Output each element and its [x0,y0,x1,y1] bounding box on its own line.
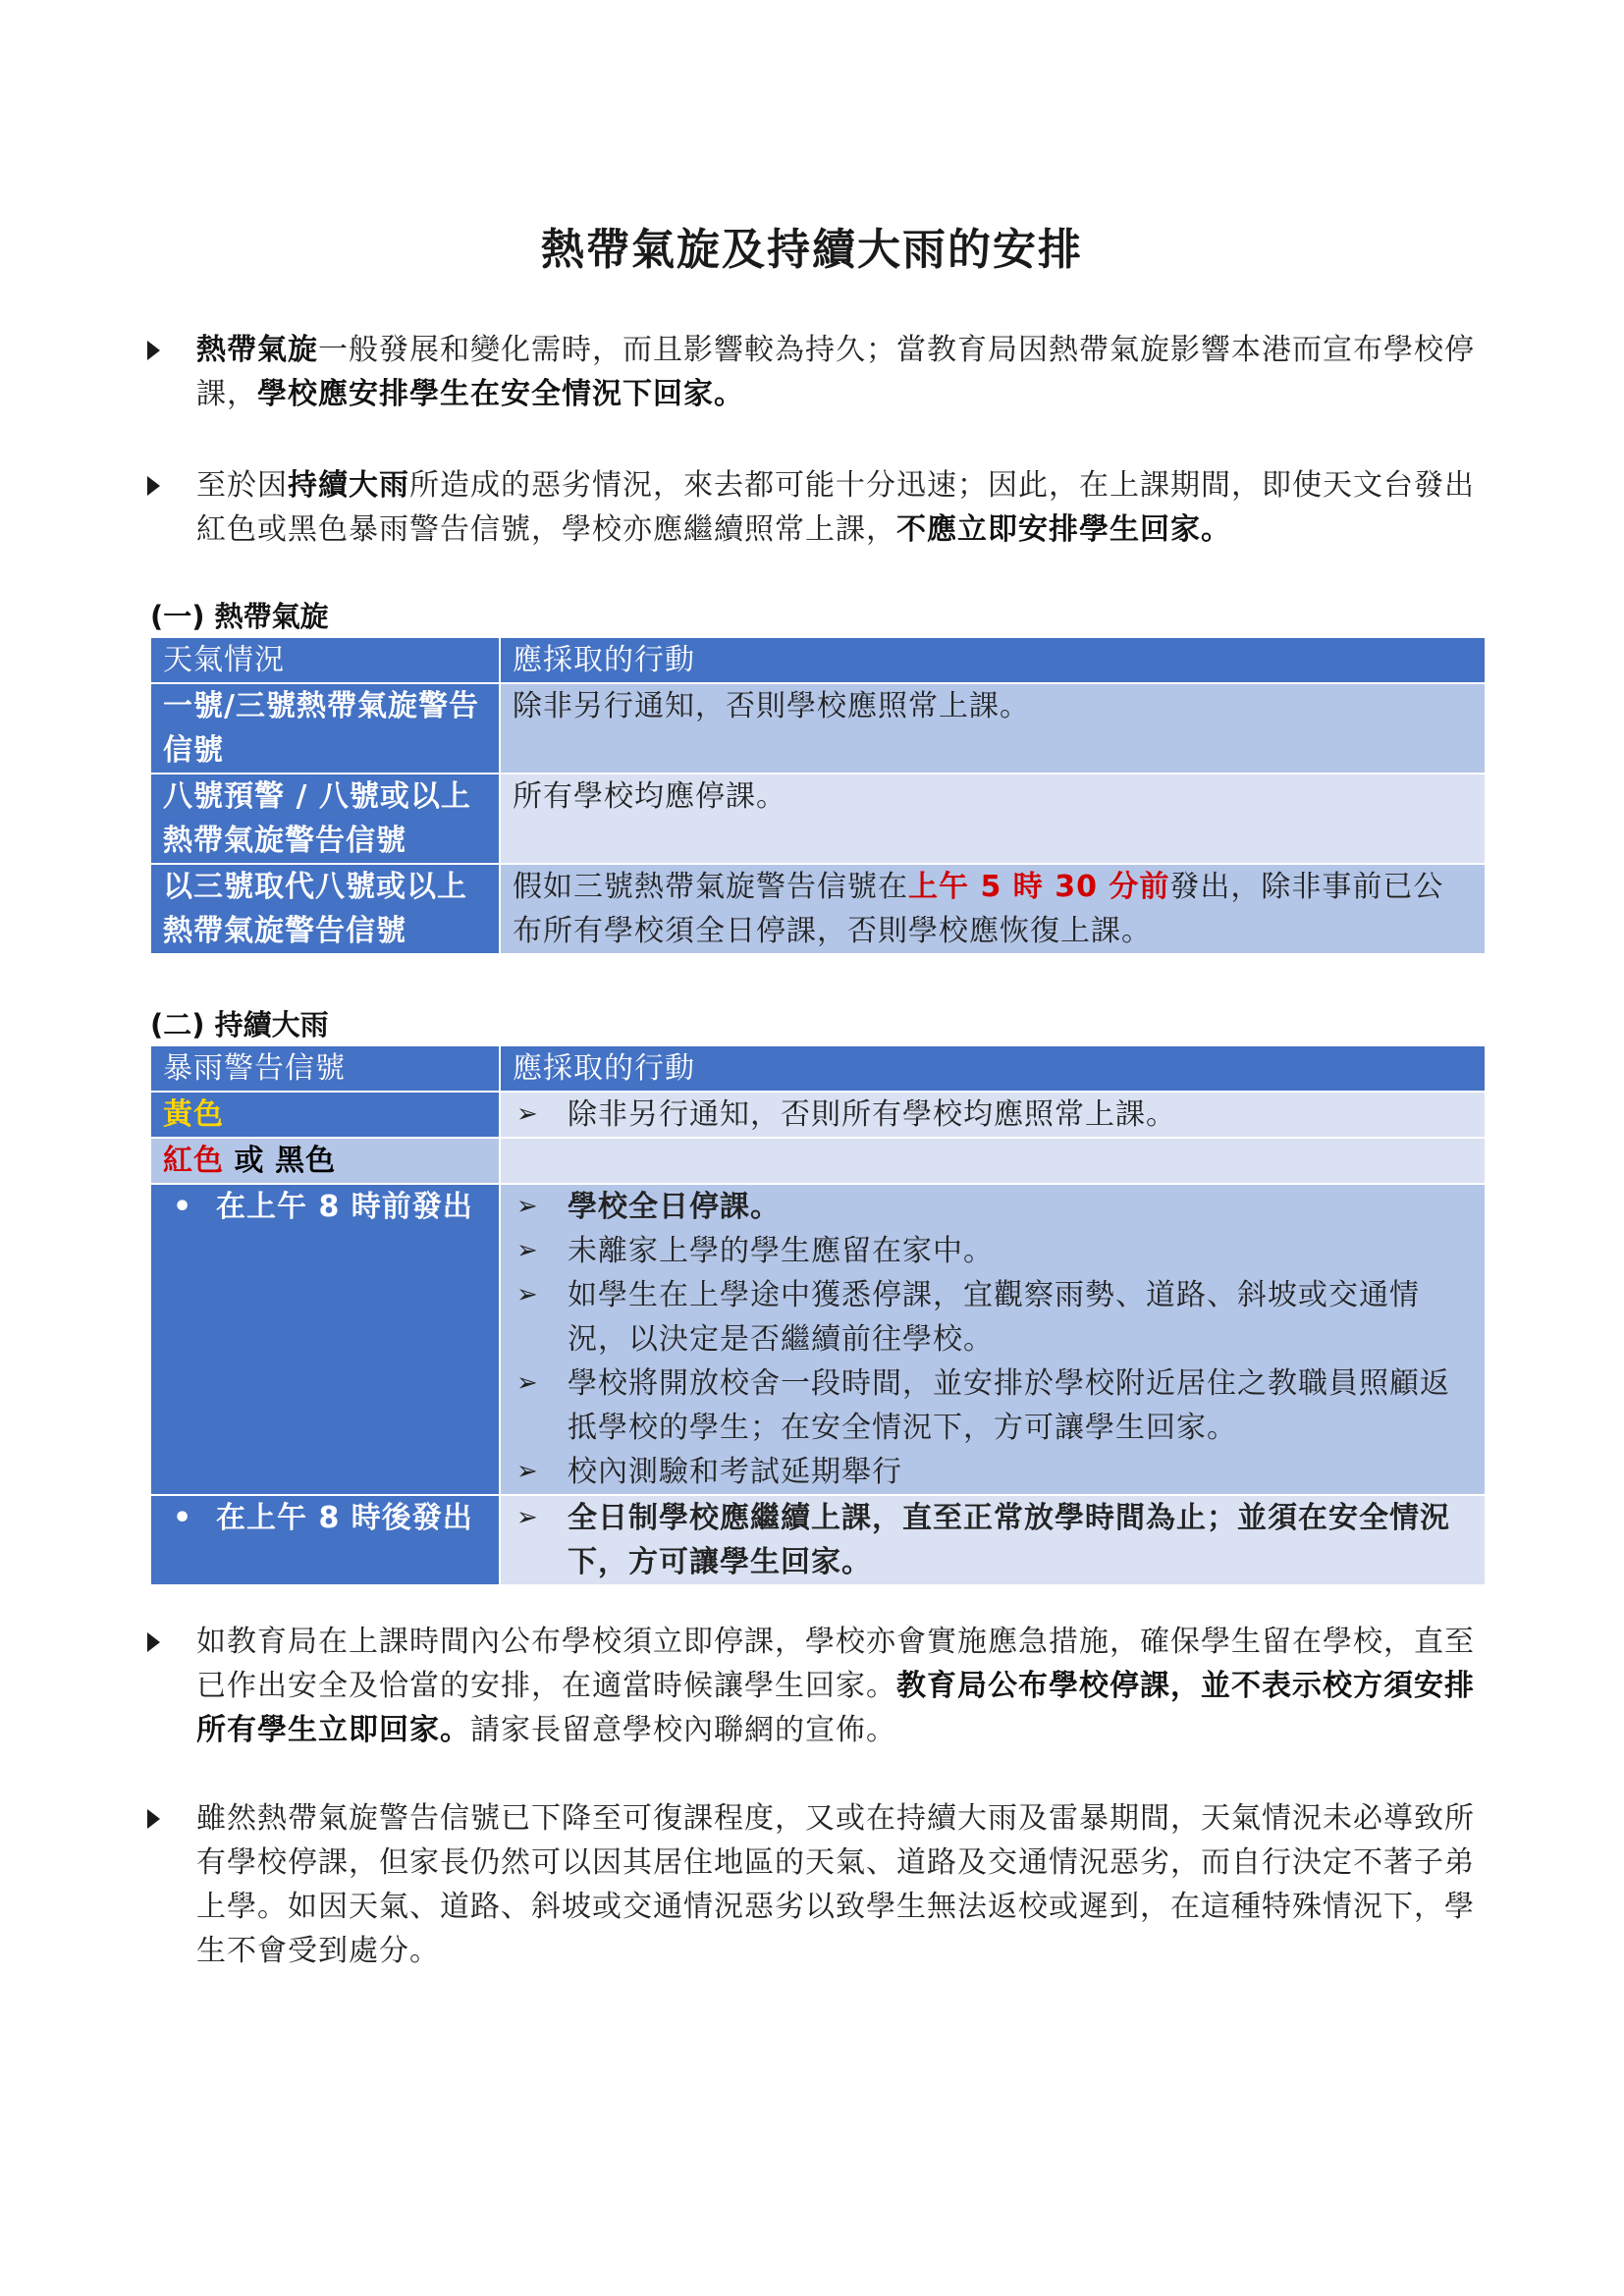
item-text: 校內測驗和考試延期舉行 [568,1455,902,1489]
after-8am-cell [150,1495,500,1585]
outro-1-text-end: 請家長留意學校內聯網的宣佈。 [470,1713,896,1747]
list-item [513,1362,1473,1450]
outro-paragraph-2 [196,1796,1492,1973]
signal-8-action: 所有學校均應停課。 [500,774,1486,864]
list-item [513,1496,1473,1584]
intro-2-bold-end: 不應立即安排學生回家。 [896,512,1231,547]
arrow-bullet-icon [147,1632,160,1652]
yellow-action-cell [500,1092,1486,1138]
table-row [150,1184,1486,1495]
bullet-icon: • [173,1190,193,1224]
item-text: 學校全日停課。 [568,1190,781,1224]
intro-2-bold-term: 持續大雨 [288,468,409,503]
typhoon-table [149,636,1487,955]
chevron-icon: ➢ [516,1192,539,1221]
rainstorm-table [149,1044,1487,1586]
intro-1-bold-end: 學校應安排學生在安全情況下回家。 [257,377,744,411]
black-label: 黑色 [275,1144,337,1178]
before-8am-cell [150,1184,500,1495]
table-row [150,1138,1486,1184]
list-item [513,1185,1473,1229]
table-row [150,1092,1486,1138]
table-row [150,864,1486,954]
table-header-row [150,637,1486,683]
chevron-icon: ➢ [516,1503,539,1532]
signal-1-3-action: 除非另行通知，否則學校應照常上課。 [500,683,1486,774]
chevron-icon: ➢ [516,1457,539,1486]
chevron-icon: ➢ [516,1099,539,1129]
red-black-empty-cell [500,1138,1486,1184]
yellow-label: 黃色 [163,1097,224,1132]
intro-2-text: 所造成的惡劣情況，來去都可能十分迅速；因此，在上課期間，即使天文台發出紅色或黑色暴雨警告信號，學校亦應繼續照常上課， [196,468,1475,547]
chevron-icon: ➢ [516,1280,539,1309]
item-text: 學校將開放校舍一段時間，並安排於學校附近居住之教職員照顧返抵學校的學生；在安全情況下，方可讓學生回家。 [568,1366,1450,1445]
intro-2-text-lead: 至於因 [196,468,288,503]
action-text-end: 發出，除非事前已公布所有學校須全日停課，否則學校應恢復上課。 [513,870,1444,948]
time-highlight: 上午 5 時 30 分前 [908,870,1170,904]
after-8am-actions [500,1495,1486,1585]
before-8am-label: 在上午 8 時前發出 [216,1190,473,1224]
signal-8-cell: 八號預警 / 八號或以上熱帶氣旋警告信號 [150,774,500,864]
intro-paragraph-2 [196,463,1492,552]
arrow-bullet-icon [147,341,160,360]
section-1-heading: (一) 熱帶氣旋 [150,600,329,633]
outro-1-text: 如教育局在上課時間內公布學校須立即停課，學校亦會實施應急措施，確保學生留在學校，直至已作出安全及恰當的安排，在適當時候讓學生回家。 [196,1625,1475,1703]
table-row [150,774,1486,864]
red-label: 紅色 [163,1144,224,1178]
chevron-icon: ➢ [516,1368,539,1398]
yellow-action: 除非另行通知，否則所有學校均應照常上課。 [568,1097,1176,1132]
action-text-lead: 假如三號熱帶氣旋警告信號在 [513,870,908,904]
outro-2-text: 雖然熱帶氣旋警告信號已下降至可復課程度，又或在持續大雨及雷暴期間，天氣情況未必導致所有學校停課，但家長仍然可以因其居住地區的天氣、道路及交通情況惡劣，而自行決定不著子弟上學。如因天氣、道路、斜坡或交通情況惡劣以致學生無法返校或遲到，在這種特殊情況下，學生不會受到處分。 [196,1801,1475,1968]
list-item [513,1450,1473,1494]
signal-3-replace-8-cell: 以三號取代八號或以上熱帶氣旋警告信號 [150,864,500,954]
table-header-row [150,1045,1486,1092]
yellow-signal-cell [150,1092,500,1138]
after-8am-label: 在上午 8 時後發出 [216,1501,473,1535]
list-item [513,1273,1473,1362]
header-action: 應採取的行動 [500,637,1486,683]
section-2-heading: (二) 持續大雨 [150,1008,329,1041]
outro-paragraph-1 [196,1620,1492,1752]
header-action: 應採取的行動 [500,1045,1486,1092]
intro-paragraph-1 [196,328,1492,416]
item-text: 全日制學校應繼續上課，直至正常放學時間為止；並須在安全情況下，方可讓學生回家。 [568,1501,1450,1579]
item-text: 未離家上學的學生應留在家中。 [568,1234,994,1268]
chevron-icon: ➢ [516,1236,539,1265]
signal-3-replace-8-action [500,864,1486,954]
outro-1-bold: 教育局公布學校停課，並不表示校方須安排所有學生立即回家。 [196,1669,1475,1747]
before-8am-actions [500,1184,1486,1495]
header-rainstorm-signal: 暴雨警告信號 [150,1045,500,1092]
item-text: 如學生在上學途中獲悉停課，宜觀察雨勢、道路、斜坡或交通情況，以決定是否繼續前往學校。 [568,1278,1420,1357]
table-row [150,1495,1486,1585]
intro-1-bold-lead: 熱帶氣旋 [196,333,318,367]
or-label: 或 [234,1144,265,1178]
arrow-bullet-icon [147,1809,160,1829]
page-title: 熱帶氣旋及持續大雨的安排 [541,225,1083,275]
bullet-icon: • [173,1501,193,1535]
red-black-signal-cell [150,1138,500,1184]
signal-1-3-cell: 一號/三號熱帶氣旋警告信號 [150,683,500,774]
table-row [150,683,1486,774]
arrow-bullet-icon [147,476,160,496]
header-weather-condition: 天氣情況 [150,637,500,683]
list-item [513,1229,1473,1273]
intro-1-text: 一般發展和變化需時，而且影響較為持久；當教育局因熱帶氣旋影響本港而宣布學校停課， [196,333,1475,411]
